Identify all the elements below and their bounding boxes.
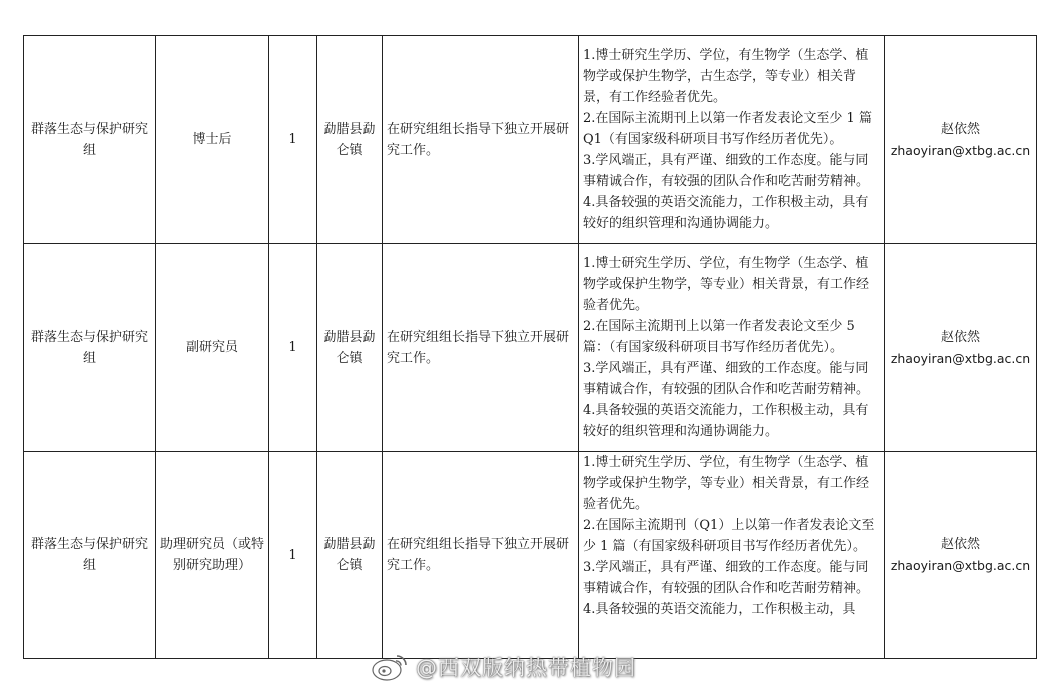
requirement-item: 3.学风端正，具有严谨、细致的工作态度。能与同事精诚合作，有较强的团队合作和吃苦耐劳精神。 (583, 153, 870, 189)
requirement-item: 2.在国际主流期刊上以第一作者发表论文至少 5 篇：（有国家级科研项目书写作经历者优先）。 (583, 319, 855, 355)
requirement-item: 3.学风端正，具有严谨、细致的工作态度。能与同事精诚合作，有较强的团队合作和吃苦耐劳精神。 (583, 560, 870, 596)
position-cell: 博士后 (156, 36, 269, 244)
contact-name: 赵依然 (940, 537, 980, 552)
watermark-text: @西双版纳热带植物园 (416, 656, 636, 680)
requirement-item: 1.博士研究生学历、学位，有生物学（生态学、植物学或保护生物学，古生态学，等专业）相关背景，有工作经验者优先。 (583, 48, 869, 105)
requirements-cell (579, 452, 885, 659)
location-cell: 勐腊县勐仑镇 (317, 36, 383, 244)
duty-cell: 在研究组组长指导下独立开展研究工作。 (383, 36, 579, 244)
count-cell: 1 (269, 36, 317, 244)
contact-cell (885, 244, 1037, 452)
requirement-item: 1.博士研究生学历、学位，有生物学（生态学、植物学或保护生物学，等专业）相关背景，有工作经验者优先。 (583, 256, 870, 313)
count-cell: 1 (269, 244, 317, 452)
requirement-item: 3.学风端正，具有严谨、细致的工作态度。能与同事精诚合作，有较强的团队合作和吃苦耐劳精神。 (583, 361, 870, 397)
contact-email[interactable]: zhaoyiran@xtbg.ac.cn (890, 350, 1031, 366)
duty-cell: 在研究组组长指导下独立开展研究工作。 (383, 452, 579, 659)
location-cell: 勐腊县勐仑镇 (317, 452, 383, 659)
contact-cell (885, 452, 1037, 659)
contact-email[interactable]: zhaoyiran@xtbg.ac.cn (890, 558, 1031, 573)
position-cell: 助理研究员（或特别研究助理） (156, 452, 269, 659)
count-cell: 1 (269, 452, 317, 659)
contact-cell (885, 36, 1037, 244)
contact-name: 赵依然 (940, 329, 980, 345)
position-cell: 副研究员 (156, 244, 269, 452)
contact-name: 赵依然 (940, 121, 980, 137)
table-row (24, 36, 1037, 244)
group-cell: 群落生态与保护研究组 (24, 244, 156, 452)
requirement-item: 1.博士研究生学历、学位，有生物学（生态学、植物学或保护生物学，等专业）相关背景，有工作经验者优先。 (583, 455, 870, 512)
table-row (24, 452, 1037, 659)
group-cell: 群落生态与保护研究组 (24, 36, 156, 244)
location-cell: 勐腊县勐仑镇 (317, 244, 383, 452)
contact-email[interactable]: zhaoyiran@xtbg.ac.cn (890, 142, 1031, 158)
group-cell: 群落生态与保护研究组 (24, 452, 156, 659)
requirements-cell (579, 36, 885, 244)
table-row (24, 244, 1037, 452)
requirement-item: 4.具备较强的英语交流能力，工作积极主动，具 (583, 602, 856, 617)
duty-cell: 在研究组组长指导下独立开展研究工作。 (383, 244, 579, 452)
requirement-item: 4.具备较强的英语交流能力，工作积极主动，具有较好的组织管理和沟通协调能力。 (583, 403, 869, 439)
requirement-item: 2.在国际主流期刊上以第一作者发表论文至少 1 篇 Q1（有国家级科研项目书写作经历者优先）。 (583, 111, 872, 147)
requirement-item: 4.具备较强的英语交流能力，工作积极主动，具有较好的组织管理和沟通协调能力。 (583, 195, 869, 231)
recruitment-table (23, 35, 1037, 659)
requirement-item: 2.在国际主流期刊（Q1）上以第一作者发表论文至少 1 篇（有国家级科研项目书写作经历者优先）。 (583, 518, 875, 554)
requirements-cell (579, 244, 885, 452)
